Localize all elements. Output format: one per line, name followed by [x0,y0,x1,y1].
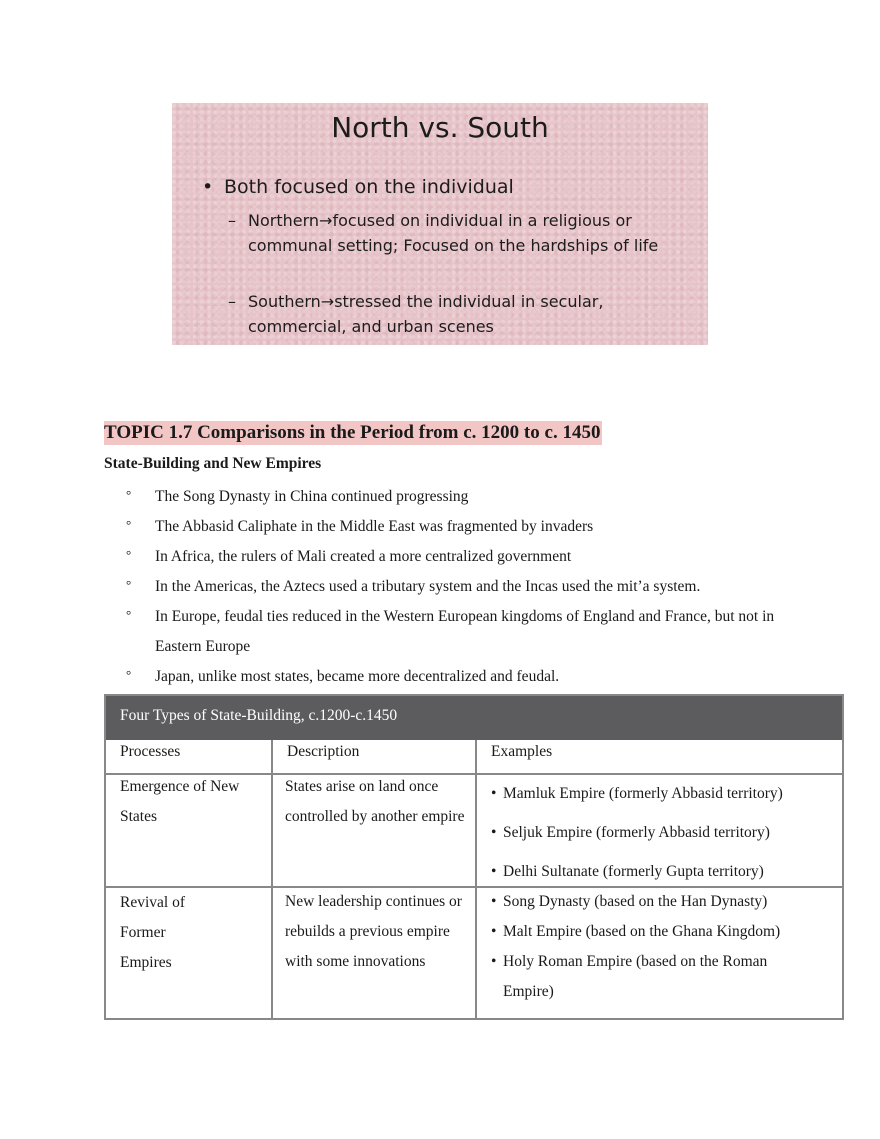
slide-sub-text: Southern→stressed the individual in secular, commercial, and urban scenes [248,292,604,336]
process-cell: Revival of Former Empires [120,894,185,971]
bullet-dot-icon: • [491,953,497,970]
slide-sub-item [228,208,698,258]
example-item: • Seljuk Empire (formerly Abbasid territory) [491,813,836,852]
example-item: • Delhi Sultanate (formerly Gupta territory) [491,852,836,891]
slide-title: North vs. South [331,111,549,144]
example-item: • Holy Roman Empire (based on the Roman Empire) [491,947,813,1007]
list-item [104,602,804,662]
degree-bullet-icon: ° [126,577,132,592]
process-cell: Emergence of New States [120,778,240,825]
column-header: Examples [491,743,553,760]
description-cell: States arise on land once controlled by another empire [285,778,465,825]
list-item-text: The Song Dynasty in China continued progressing [155,488,469,505]
column-header: Processes [120,743,181,760]
degree-bullet-icon: ° [126,487,132,502]
dash-icon: – [228,211,236,230]
example-item: • Malt Empire (based on the Ghana Kingdom) [491,917,836,947]
table-title: Four Types of State-Building, c.1200-c.1450 [106,696,842,740]
bullet-dot-icon: • [491,785,497,802]
slide-sub-text: Northern→focused on individual in a religious or communal setting; Focused on the hardships of life [248,211,659,255]
bullet-dot-icon: • [491,923,497,940]
slide-bullet [202,176,514,198]
degree-bullet-icon: ° [126,547,132,562]
list-item-text: The Abbasid Caliphate in the Middle East was fragmented by invaders [155,518,594,535]
degree-bullet-icon: ° [126,667,132,682]
example-item: • Mamluk Empire (formerly Abbasid territory) [491,774,836,813]
column-divider [475,740,477,1018]
bullet-dot-icon: • [491,824,497,841]
state-building-table [104,694,844,1020]
slide-sub-item [228,289,698,339]
list-item [104,572,804,602]
description-cell: New leadership continues or rebuilds a previous empire with some innovations [285,893,462,970]
list-item [104,662,804,692]
column-divider [271,740,273,1018]
dash-icon: – [228,292,236,311]
slide-image [172,103,708,345]
examples-cell [491,774,836,891]
list-item-text: In Europe, feudal ties reduced in the Western European kingdoms of England and France, but not in Eastern Europe [155,608,775,655]
list-item [104,482,804,512]
list-item-text: In the Americas, the Aztecs used a tributary system and the Incas used the mit’a system. [155,578,701,595]
list-item [104,542,804,572]
column-header: Description [287,743,360,760]
bullet-list [104,482,804,692]
section-title: State-Building and New Empires [104,455,322,472]
bullet-dot-icon: • [202,176,214,198]
examples-cell [491,887,836,1007]
list-item-text: In Africa, the rulers of Mali created a more centralized government [155,548,572,565]
bullet-dot-icon: • [491,863,497,880]
topic-heading: TOPIC 1.7 Comparisons in the Period from c. 1200 to c. 1450 [104,422,601,443]
list-item-text: Japan, unlike most states, became more decentralized and feudal. [155,668,560,685]
slide-bullet-text: Both focused on the individual [224,176,514,198]
bullet-dot-icon: • [491,893,497,910]
list-item [104,512,804,542]
degree-bullet-icon: ° [126,607,132,622]
example-item: • Song Dynasty (based on the Han Dynasty) [491,887,836,917]
degree-bullet-icon: ° [126,517,132,532]
